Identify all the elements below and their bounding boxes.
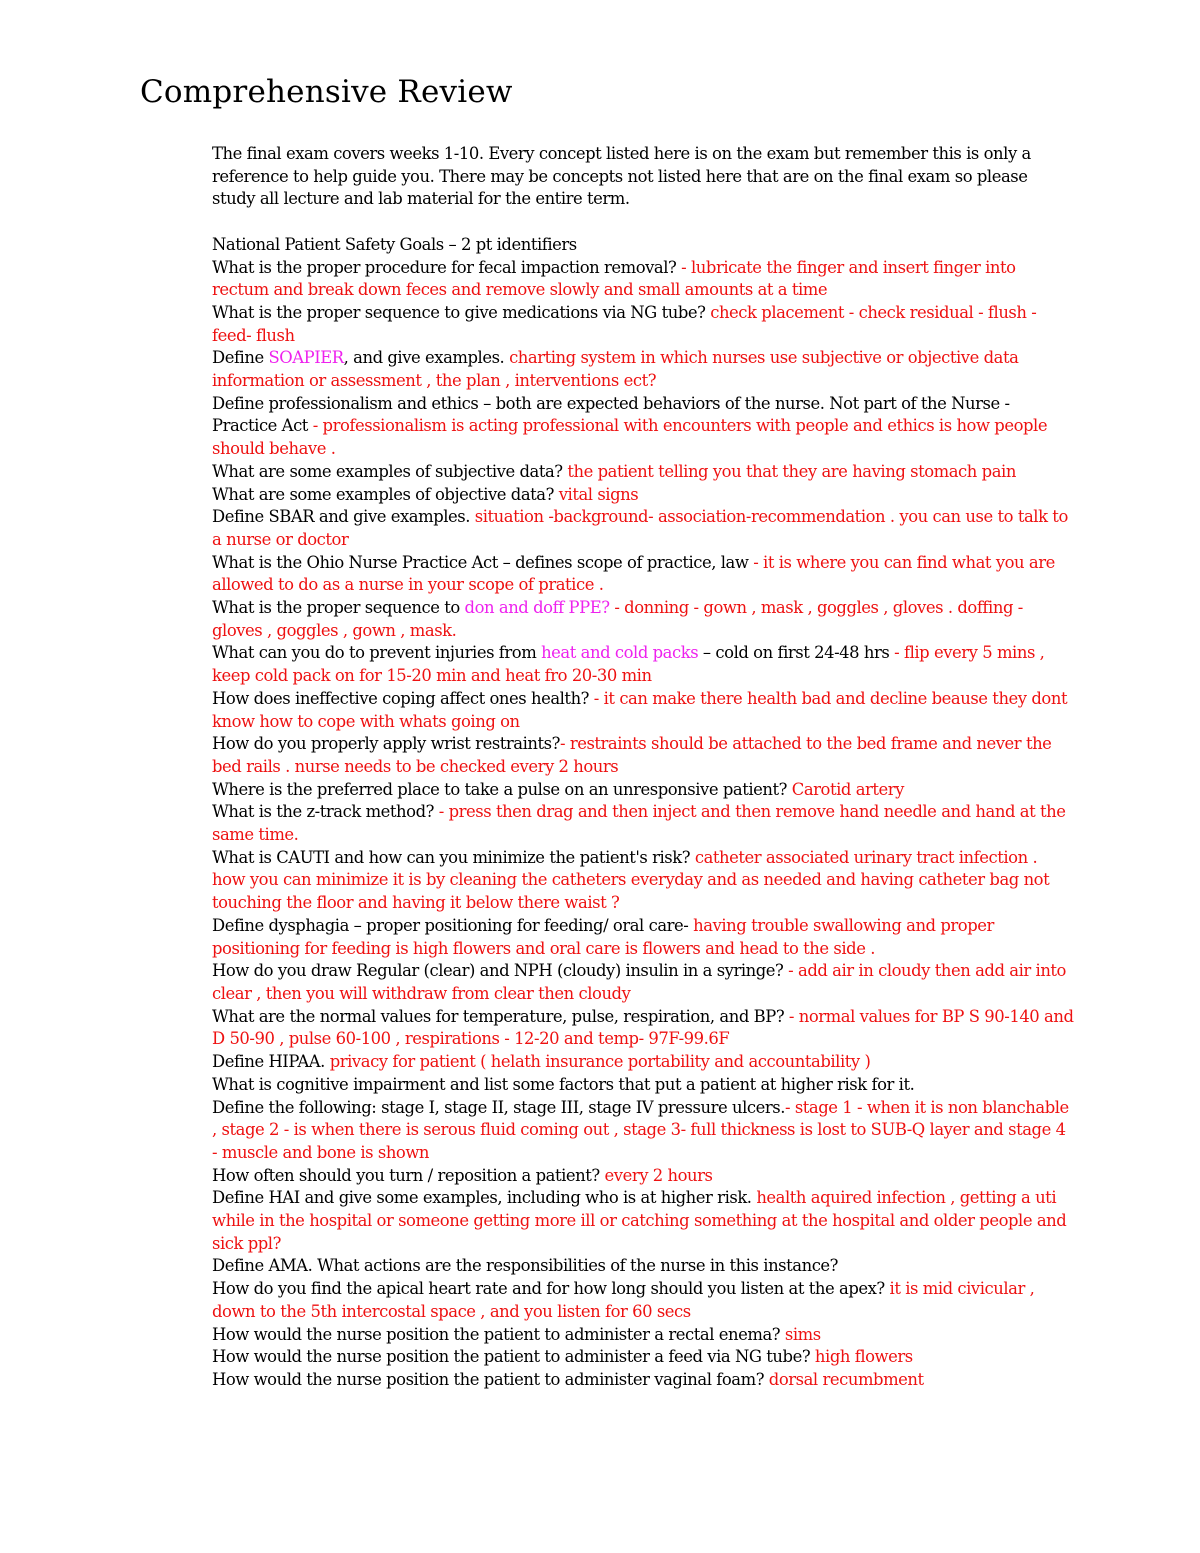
question-item bbox=[212, 1051, 1074, 1074]
answer-text: it is mid civicular , down to the 5th intercostal space , and you listen for 60 secs bbox=[212, 1279, 1035, 1321]
answer-text: situation -background- association-recommendation . you can use to talk to a nurse or doctor bbox=[212, 507, 1068, 549]
question-item bbox=[212, 461, 1074, 484]
answer-text: - lubricate the finger and insert finger into rectum and break down feces and remove slowly and small amounts at a time bbox=[212, 257, 1016, 300]
answer-text: high flowers bbox=[810, 1347, 913, 1367]
question-item bbox=[212, 302, 1074, 347]
question-item bbox=[212, 484, 1074, 507]
question-item bbox=[212, 1369, 1074, 1392]
question-text: How do you find the apical heart rate and for how long should you listen at the apex? bbox=[212, 1279, 885, 1299]
question-text: What is the z-track method? bbox=[212, 802, 434, 822]
question-text: How would the nurse position the patient to administer a feed via NG tube? bbox=[212, 1347, 811, 1367]
question-item bbox=[212, 688, 1074, 733]
question-item bbox=[212, 506, 1074, 551]
question-item bbox=[212, 234, 1074, 257]
question-text: How do you draw Regular (clear) and NPH (cloudy) insulin in a syringe? bbox=[212, 961, 784, 981]
question-text: What is the proper sequence to give medications via NG tube? bbox=[212, 302, 706, 322]
question-item bbox=[212, 597, 1074, 642]
answer-text: sims bbox=[780, 1324, 821, 1344]
answer-text: every 2 hours bbox=[599, 1165, 713, 1185]
question-text: What are the normal values for temperature, pulse, respiration, and BP? bbox=[212, 1006, 785, 1026]
page-title: Comprehensive Review bbox=[140, 74, 513, 110]
question-item bbox=[212, 1255, 1074, 1278]
question-text: What is the proper sequence to bbox=[212, 598, 465, 618]
answer-text: charting system in which nurses use subjective or objective data information or assessment , the plan , interventions ect? bbox=[212, 348, 1019, 391]
answer-text: - it can make there health bad and decline beause they dont know how to cope with whats going on bbox=[212, 688, 1068, 731]
question-item bbox=[212, 1006, 1074, 1051]
question-item bbox=[212, 642, 1074, 687]
question-text: Define professionalism and ethics – both are expected behaviors of the nurse. Not part of the Nurse - Practice Act bbox=[212, 393, 1010, 436]
question-text: Define the following: stage I, stage II, stage III, stage IV pressure ulcers. bbox=[212, 1097, 785, 1117]
answer-text: Carotid artery bbox=[786, 779, 904, 799]
question-text: How often should you turn / reposition a patient? bbox=[212, 1165, 600, 1185]
question-text: Define SBAR and give examples. bbox=[212, 507, 475, 527]
question-text-continued: , and give examples. bbox=[343, 348, 505, 368]
question-item bbox=[212, 552, 1074, 597]
answer-text: - stage 1 - when it is non blanchable , stage 2 - is when there is serous fluid coming out , stage 3- full thickness is lost to SUB-Q layer and stage 4 - muscle and bone is shown bbox=[212, 1097, 1069, 1162]
question-text: Define HAI and give some examples, including who is at higher risk. bbox=[212, 1188, 752, 1208]
highlighted-term: SOAPIER bbox=[268, 348, 344, 368]
question-text: How does ineffective coping affect ones health? bbox=[212, 688, 590, 708]
question-text: What can you do to prevent injuries from bbox=[212, 643, 542, 663]
question-text: Define HIPAA. bbox=[212, 1052, 325, 1072]
question-item bbox=[212, 1346, 1074, 1369]
question-text: How would the nurse position the patient to administer vaginal foam? bbox=[212, 1369, 765, 1389]
answer-text: - flip every 5 mins , keep cold pack on for 15-20 min and heat fro 20-30 min bbox=[212, 643, 1045, 686]
answer-text: - professionalism is acting professional with encounters with people and ethics is how people should behave . bbox=[212, 416, 1048, 459]
answer-text: - donning - gown , mask , goggles , gloves . doffing - gloves , goggles , gown , mask. bbox=[212, 598, 1023, 640]
question-item bbox=[212, 1324, 1074, 1347]
question-item bbox=[212, 1187, 1074, 1255]
question-text: How would the nurse position the patient to administer a rectal enema? bbox=[212, 1324, 781, 1344]
question-text: How do you properly apply wrist restraints? bbox=[212, 734, 560, 754]
question-text-continued: – cold on first 24-48 hrs bbox=[698, 643, 890, 663]
highlighted-term: heat and cold packs bbox=[541, 643, 699, 663]
question-item bbox=[212, 801, 1074, 846]
question-list bbox=[212, 234, 1074, 1392]
question-text: What are some examples of subjective data? bbox=[212, 461, 563, 481]
question-item bbox=[212, 960, 1074, 1005]
question-item bbox=[212, 733, 1074, 778]
answer-text: dorsal recumbment bbox=[764, 1369, 924, 1389]
question-text: What is the Ohio Nurse Practice Act – defines scope of practice, law bbox=[212, 552, 749, 572]
question-item bbox=[212, 1278, 1074, 1323]
question-item bbox=[212, 1074, 1074, 1097]
paragraph-gap bbox=[212, 211, 1074, 234]
answer-text: the patient telling you that they are having stomach pain bbox=[562, 461, 1016, 481]
answer-text: having trouble swallowing and proper positioning for feeding is high flowers and oral care is flowers and head to the side . bbox=[212, 915, 994, 958]
answer-text: catheter associated urinary tract infection . how you can minimize it is by cleaning the catheters everyday and as needed and having catheter bag not touching the floor and having it below there waist ? bbox=[212, 847, 1050, 913]
question-text: Where is the preferred place to take a pulse on an unresponsive patient? bbox=[212, 779, 787, 799]
document-body bbox=[212, 143, 1074, 1392]
answer-text: - it is where you can find what you are allowed to do as a nurse in your scope of pratice . bbox=[212, 552, 1055, 595]
answer-text: - press then drag and then inject and then remove hand needle and hand at the same time. bbox=[212, 802, 1066, 845]
question-text: What is CAUTI and how can you minimize the patient's risk? bbox=[212, 847, 691, 867]
question-text: What is cognitive impairment and list some factors that put a patient at higher risk for it. bbox=[212, 1074, 915, 1094]
question-text: Define bbox=[212, 348, 269, 368]
question-text: What is the proper procedure for fecal impaction removal? bbox=[212, 257, 677, 277]
intro-paragraph: The final exam covers weeks 1-10. Every concept listed here is on the exam but remember this is only a reference to help guide you. There may be concepts not listed here that are on the final exam so please study all lecture and lab material for the entire term. bbox=[212, 144, 1031, 209]
question-item bbox=[212, 1097, 1074, 1165]
question-item bbox=[212, 847, 1074, 915]
question-text: Define AMA. What actions are the responsibilities of the nurse in this instance? bbox=[212, 1256, 839, 1276]
question-text: National Patient Safety Goals – 2 pt identifiers bbox=[212, 234, 577, 254]
question-item bbox=[212, 915, 1074, 960]
question-item bbox=[212, 779, 1074, 802]
question-item bbox=[212, 1165, 1074, 1188]
question-text: Define dysphagia – proper positioning for feeding/ oral care- bbox=[212, 915, 689, 935]
answer-text: vital signs bbox=[553, 484, 639, 504]
question-item bbox=[212, 393, 1074, 461]
question-item bbox=[212, 347, 1074, 392]
answer-text: - add air in cloudy then add air into clear , then you will withdraw from clear then cloudy bbox=[212, 961, 1066, 1003]
answer-text: check placement - check residual - flush - feed- flush bbox=[212, 302, 1037, 345]
question-text: What are some examples of objective data? bbox=[212, 484, 554, 504]
highlighted-term: don and doff PPE? bbox=[464, 598, 610, 618]
answer-text: privacy for patient ( helath insurance portability and accountability ) bbox=[324, 1052, 871, 1072]
answer-text: health aquired infection , getting a uti while in the hospital or someone getting more ill or catching something at the hospital and older people and sick ppl? bbox=[212, 1188, 1067, 1253]
answer-text: - restraints should be attached to the bed frame and never the bed rails . nurse needs to be checked every 2 hours bbox=[212, 734, 1052, 776]
question-item bbox=[212, 257, 1074, 302]
answer-text: - normal values for BP S 90-140 and D 50-90 , pulse 60-100 , respirations - 12-20 and temp- 97F-99.6F bbox=[212, 1006, 1074, 1049]
